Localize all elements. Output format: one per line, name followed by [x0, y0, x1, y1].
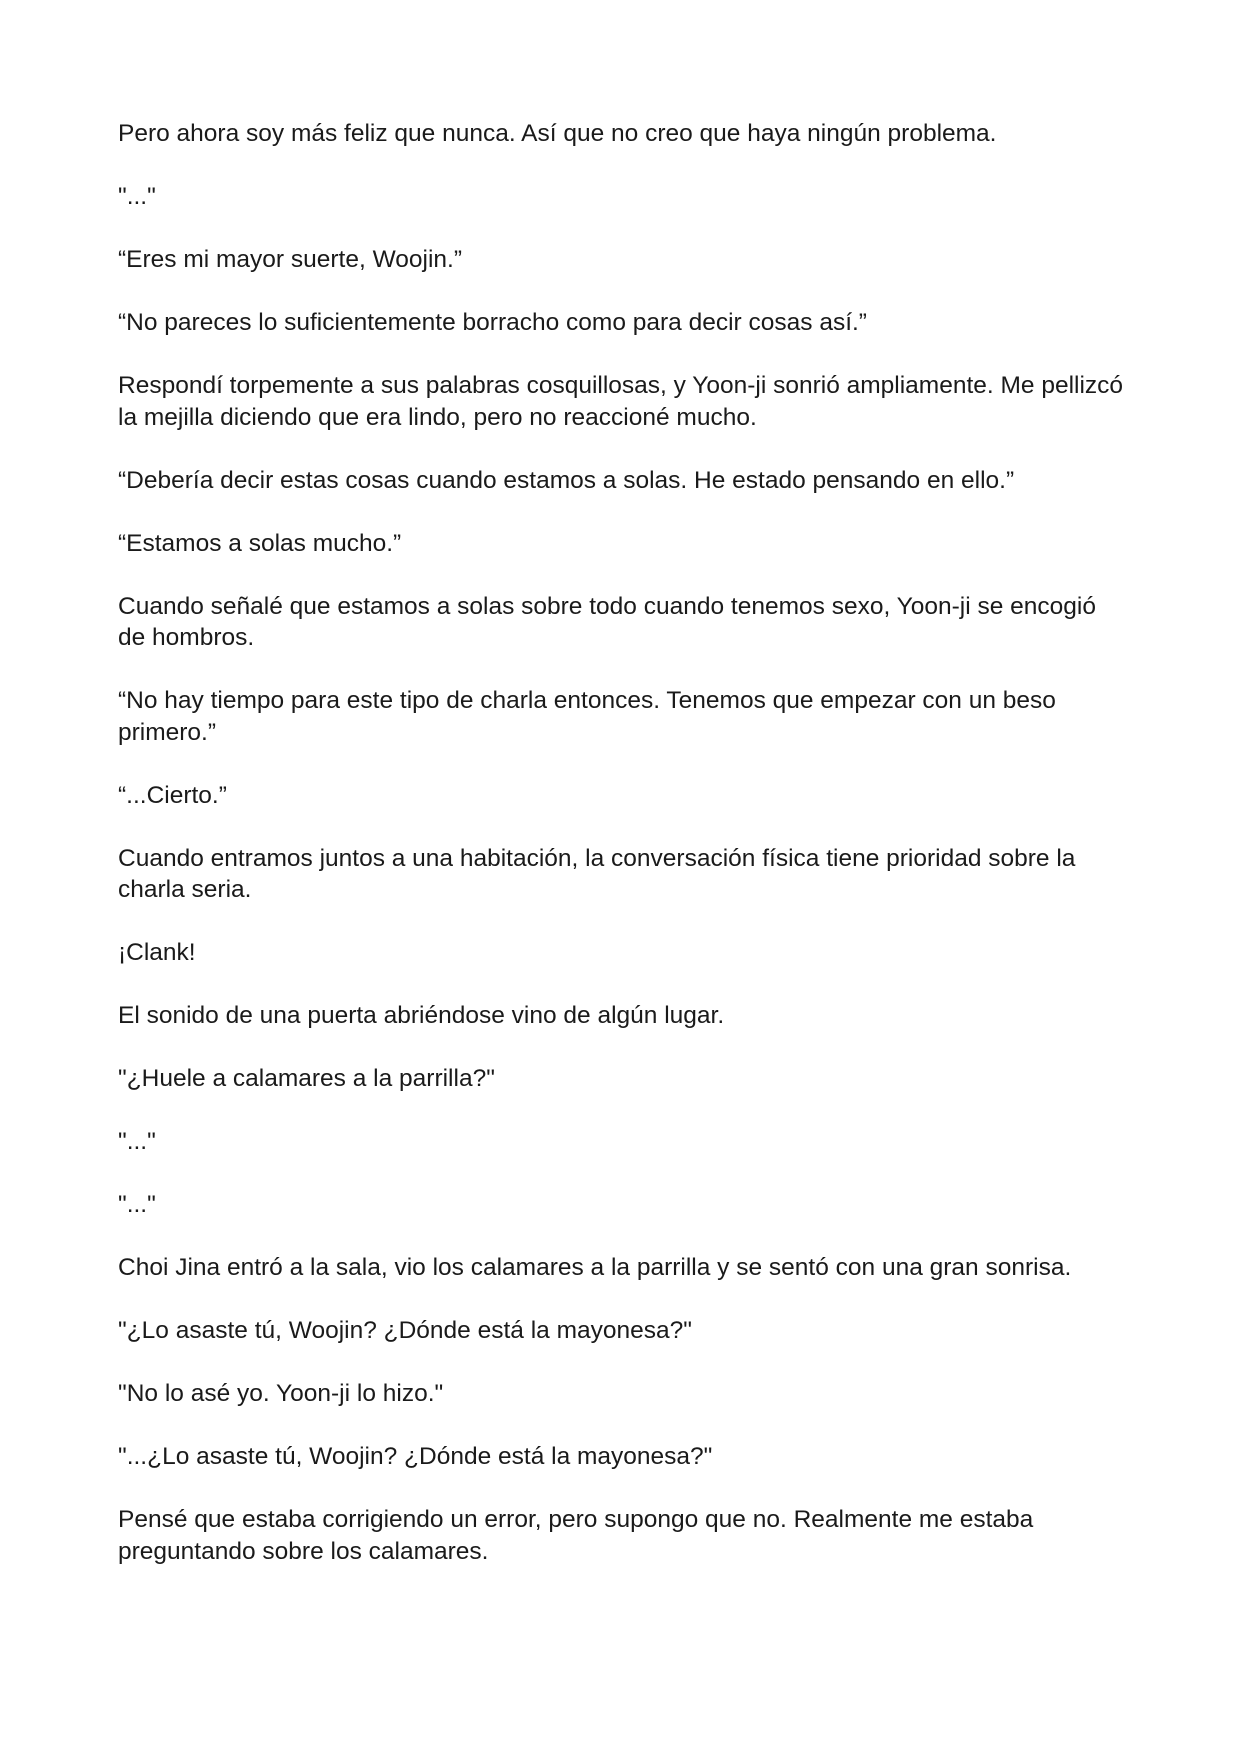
- paragraph: "...": [118, 1128, 156, 1155]
- paragraph: "...": [118, 183, 156, 210]
- paragraph: Pero ahora soy más feliz que nunca. Así que no creo que haya ningún problema.: [118, 120, 997, 147]
- paragraph: “Eres mi mayor suerte, Woojin.”: [118, 246, 462, 273]
- paragraph: “No pareces lo suficientemente borracho como para decir cosas así.”: [118, 309, 867, 336]
- paragraph: ¡Clank!: [118, 939, 196, 966]
- paragraph: "¿Huele a calamares a la parrilla?": [118, 1065, 495, 1092]
- paragraph: “No hay tiempo para este tipo de charla entonces. Tenemos que empezar con un beso primero.”: [118, 687, 1056, 746]
- document-body: [118, 118, 1128, 1599]
- paragraph: "...¿Lo asaste tú, Woojin? ¿Dónde está la mayonesa?": [118, 1443, 713, 1470]
- paragraph: Choi Jina entró a la sala, vio los calamares a la parrilla y se sentó con una gran sonrisa.: [118, 1254, 1072, 1281]
- paragraph: Pensé que estaba corrigiendo un error, pero supongo que no. Realmente me estaba preguntando sobre los calamares.: [118, 1506, 1034, 1565]
- paragraph: Respondí torpemente a sus palabras cosquillosas, y Yoon-ji sonrió ampliamente. Me pellizcó la mejilla diciendo que era lindo, pero no reaccioné mucho.: [118, 372, 1124, 431]
- paragraph: “...Cierto.”: [118, 781, 227, 809]
- paragraph: Cuando entramos juntos a una habitación, la conversación física tiene prioridad sobre la charla seria.: [118, 844, 1076, 903]
- paragraph: Cuando señalé que estamos a solas sobre todo cuando tenemos sexo, Yoon-ji se encogió de hombros.: [118, 592, 1096, 651]
- paragraph: El sonido de una puerta abriéndose vino de algún lugar.: [118, 1002, 725, 1029]
- paragraph: “Estamos a solas mucho.”: [118, 529, 402, 557]
- paragraph: "¿Lo asaste tú, Woojin? ¿Dónde está la mayonesa?": [118, 1317, 692, 1344]
- paragraph: "...": [118, 1191, 156, 1218]
- paragraph: “Debería decir estas cosas cuando estamos a solas. He estado pensando en ello.”: [118, 466, 1015, 494]
- paragraph: "No lo asé yo. Yoon-ji lo hizo.": [118, 1380, 444, 1407]
